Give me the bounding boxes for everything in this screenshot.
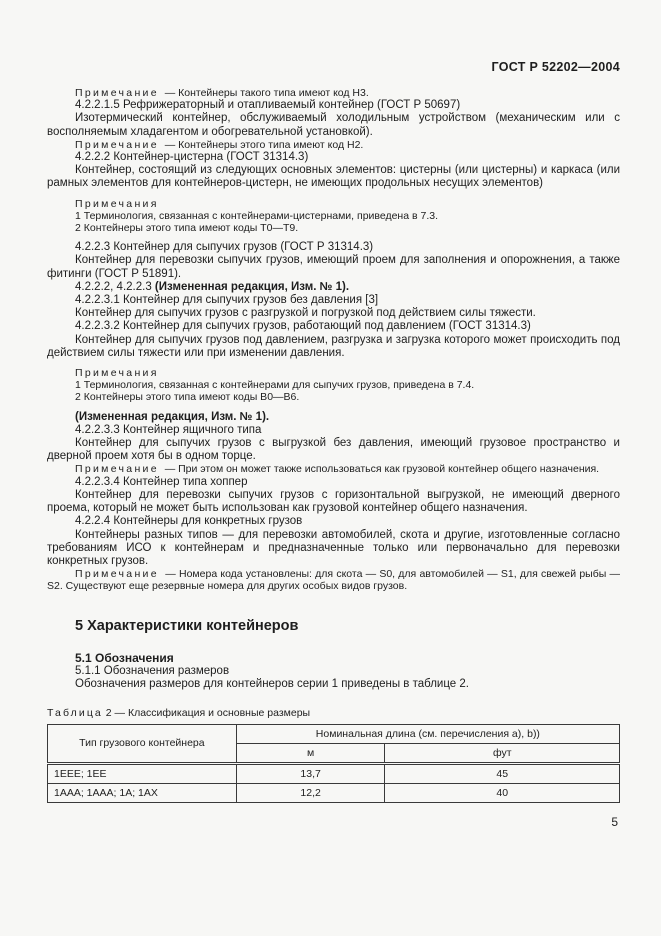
note-paragraph: Примечание — Контейнеры такого типа имеют код Н3. [75,87,369,99]
body-paragraph: 4.2.2.3.2 Контейнер для сыпучих грузов, работающий под давлением (ГОСТ 31314.3) [75,320,531,333]
amended-note-bold: (Измененная редакция, Изм. № 1). [154,280,350,293]
clause-paragraph: 4.2.2.2, 4.2.2.3 (Измененная редакция, Изм. № 1). [75,280,350,293]
note-paragraph: Примечание — Контейнеры этого типа имеют код Н2. [75,138,364,151]
document-header-number: ГОСТ Р 52202—2004 [491,60,620,74]
note-label: Примечание [75,138,159,151]
amended-note-paragraph: (Измененная редакция, Изм. № 1). [75,410,270,423]
table-2-span-header: Номинальная длина (см. перечисления а), b)) [236,724,619,743]
body-paragraph: 4.2.2.3 Контейнер для сыпучих грузов (ГОСТ Р 31314.3) [75,241,374,254]
body-paragraph: Контейнер для сыпучих грузов с выгрузкой без давления, имеющий грузовое пространство и дверной проем хотя бы в одном торце. [47,437,620,463]
body-paragraph: Контейнер, состоящий из следующих основных элементов: цистерны (или цистерны) и каркаса (или рамных элементов для контейнеров-цистерн, не имеющих продольных несущих элементов) [47,164,620,190]
clause-5-1-1-text: Обозначения размеров для контейнеров серии 1 приведены в таблице 2. [75,677,469,690]
note-label: Примечание [75,87,159,99]
clause-5-1-1: 5.1.1 Обозначения размеров [75,664,230,677]
notes-label: Примечания [75,197,159,210]
container-type-cell: 1EEE; 1EE [48,763,237,783]
note-item: 1 Терминология, связанная с контейнерами для сыпучих грузов, приведена в 7.4. [75,379,475,392]
notes-block [47,198,620,235]
note-item: 2 Контейнеры этого типа имеют коды Т0—Т9. [75,222,299,235]
note-label: Примечание [75,463,159,476]
body-paragraph: Изотермический контейнер, обслуживаемый холодильным устройством (механическим или с восполняемым хладагентом и обогревательной установкой). [47,112,620,138]
note-paragraph: Примечание — При этом он может также использоваться как грузовой контейнер общего назначения. [75,463,600,476]
table-row [48,783,620,802]
table-2-caption-label: Таблица [47,706,103,719]
body-paragraph: Контейнеры разных типов — для перевозки автомобилей, скота и другие, изготовленные согласно требованиям ИСО к контейнерам и предназначенные только или первоначально для перевозки конкретных грузов. [47,528,620,567]
table-2 [47,724,620,803]
table-2-col-type-header: Тип грузового контейнера [48,724,237,763]
table-2-unit-m-header: м [236,743,385,763]
length-ft-cell: 40 [385,783,620,802]
note-label: Примечание [75,568,159,581]
table-2-caption [47,707,620,719]
length-ft-cell: 45 [385,763,620,783]
body-paragraph: 4.2.2.3.4 Контейнер типа хоппер [75,475,248,488]
container-type-cell: 1AAA; 1AAA; 1A; 1AX [48,783,237,802]
table-2-body [48,763,620,802]
section-5-1-heading: 5.1 Обозначения [75,650,174,665]
length-m-cell: 12,2 [236,783,385,802]
note-paragraph: Примечание — Номера кода установлены: для скота — S0, для автомобилей — S1, для свежей рыбы — S2. Существуют еще резервные номера для других особых видов грузов. [47,568,620,593]
length-m-cell: 13,7 [236,763,385,783]
table-2-caption-text: 2 — Классификация и основные размеры [105,706,311,719]
body-paragraph: Контейнер для сыпучих грузов с разгрузкой и погрузкой под действием силы тяжести. [75,307,536,320]
body-paragraph: 4.2.2.4 Контейнеры для конкретных грузов [75,515,303,528]
section-5-heading: 5 Характеристики контейнеров [75,617,299,634]
note-item: 1 Терминология, связанная с контейнерами-цистернами, приведена в 7.3. [75,209,438,222]
body-paragraph: Контейнер для сыпучих грузов под давлением, разгрузка и загрузка которого может происходить под действием силы тяжести или при изменении давления. [47,333,620,359]
page-number: 5 [611,814,618,829]
body-paragraph: Контейнер для перевозки сыпучих грузов с горизонтальной выгрузкой, не имеющий дверного проема, который не может быть использован как грузовой контейнер общего назначения. [47,488,620,515]
body-paragraph: 4.2.2.3.1 Контейнер для сыпучих грузов без давления [3] [75,294,379,307]
table-row [48,763,620,783]
body-paragraph: 4.2.2.3.3 Контейнер ящичного типа [75,423,262,436]
note-item: 2 Контейнеры этого типа имеют коды В0—В6. [75,391,300,404]
table-2-unit-ft-header: фут [385,743,620,763]
notes-label: Примечания [75,367,159,380]
notes-block [47,367,620,404]
body-paragraph: 4.2.2.1.5 Рефрижераторный и отапливаемый контейнер (ГОСТ Р 50697) [75,99,461,112]
body-paragraph: Контейнер для перевозки сыпучих грузов, имеющий проем для заполнения и опорожнения, а также фитинги (ГОСТ Р 51891). [47,254,620,280]
content-blocks [47,87,620,593]
body-paragraph: 4.2.2.2 Контейнер-цистерна (ГОСТ 31314.3) [75,151,309,164]
